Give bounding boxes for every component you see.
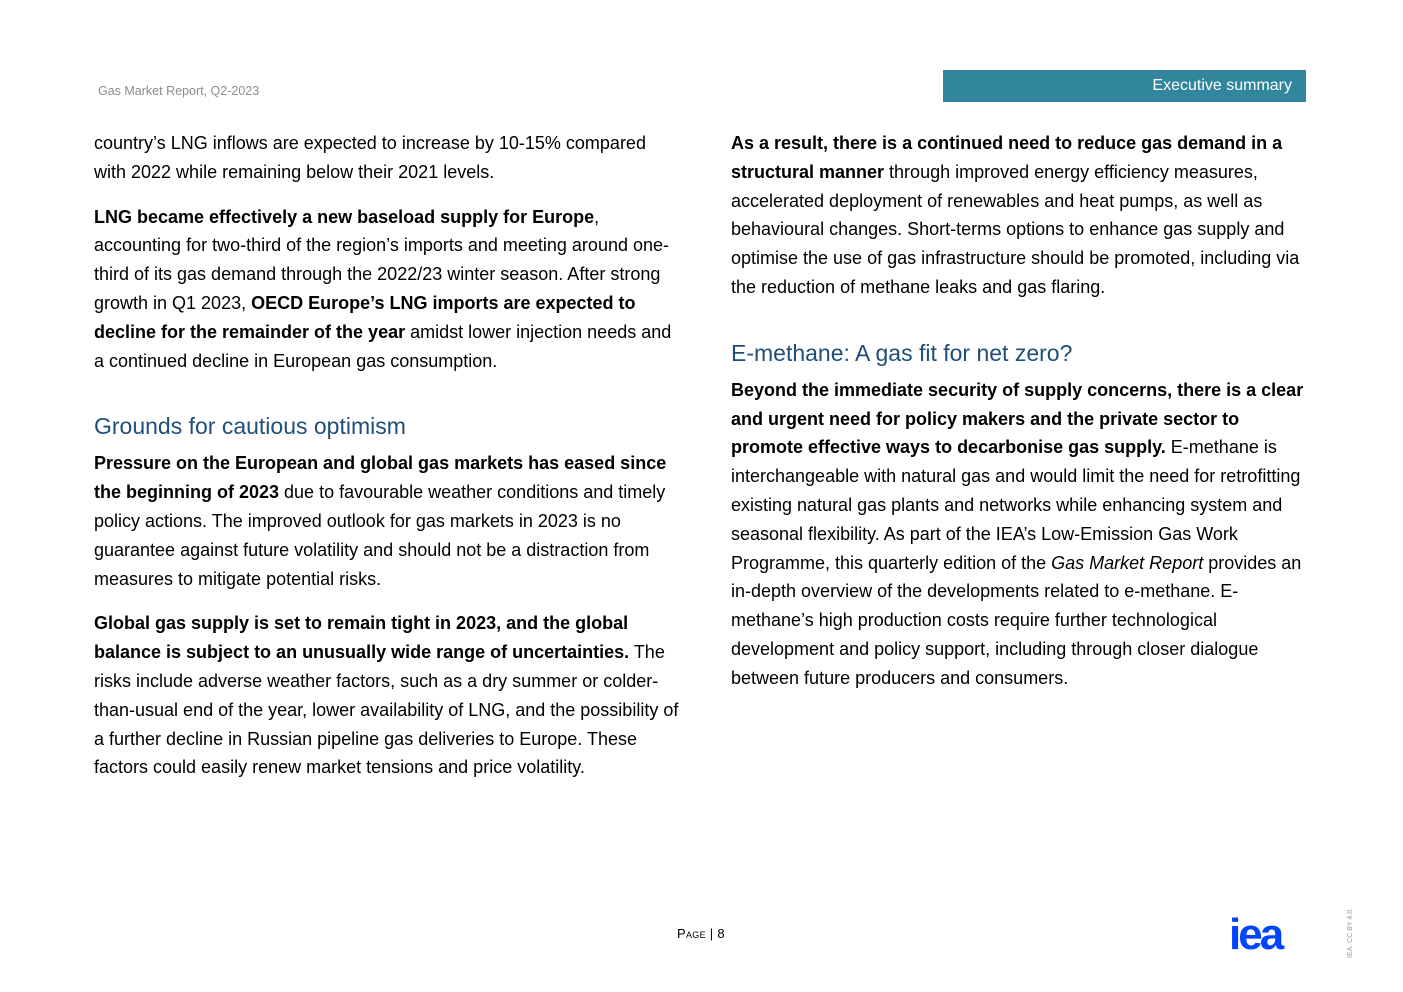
iea-logo [1229, 916, 1309, 952]
paragraph: As a result, there is a continued need to reduce gas demand in a structural manner through improved energy efficiency measures, accelerated deployment of renewables and heat pumps, as well as behavioural changes. Short-terms options to enhance gas supply and optimise the use of gas infrastructure should be promoted, including via the reduction of methane leaks and gas flaring. [731, 133, 1300, 297]
paragraph: Global gas supply is set to remain tight in 2023, and the global balance is subject to an unusually wide range of uncertainties. The risks include adverse weather factors, such as a dry summer or colder-than-usual end of the year, lower availability of LNG, and the possibility of a further decline in Russian pipeline gas deliveries to Europe. These factors could easily renew market tensions and price volatility. [94, 613, 679, 778]
paragraph: Beyond the immediate security of supply concerns, there is a clear and urgent need for policy makers and the private sector to promote effective ways to decarbonise gas supply. E-methane is interchangeable with natural gas and would limit the need for retrofitting existing natural gas plants and networks while enhancing system and seasonal flexibility. As part of the IEA’s Low-Emission Gas Work Programme, this quarterly edition of the Gas Market Report provides an in-depth overview of the developments related to e-methane. E-methane’s high production costs require further technological development and policy support, including through closer dialogue between future producers and consumers. [731, 379, 1304, 688]
paragraph: LNG became effectively a new baseload supply for Europe, accounting for two-third of the region’s imports and meeting around one-third of its gas demand through the 2022/23 winter season. After strong growth in Q1 2023, OECD Europe’s LNG imports are expected to decline for the remainder of the year amidst lower injection needs and a continued decline in European gas consumption. [94, 206, 672, 371]
section-label: Executive summary [943, 70, 1306, 102]
logo-text: iea [1229, 916, 1282, 952]
license-text: IEA. CC BY 4.0. [1347, 907, 1354, 958]
page-number: Page | 8 [677, 926, 725, 941]
paragraph: country’s LNG inflows are expected to increase by 10-15% compared with 2022 while remaining below their 2021 levels. [94, 133, 646, 182]
left-column [94, 129, 679, 798]
paragraph: Pressure on the European and global gas markets has eased since the beginning of 2023 due to favourable weather conditions and timely policy actions. The improved outlook for gas markets in 2023 is no guarantee against future volatility and should not be a distraction from measures to mitigate potential risks. [94, 453, 667, 589]
section-heading: Grounds for cautious optimism [94, 413, 406, 440]
section-heading: E-methane: A gas fit for net zero? [731, 339, 1073, 366]
right-column [731, 129, 1316, 709]
report-title: Gas Market Report, Q2-2023 [98, 84, 260, 98]
